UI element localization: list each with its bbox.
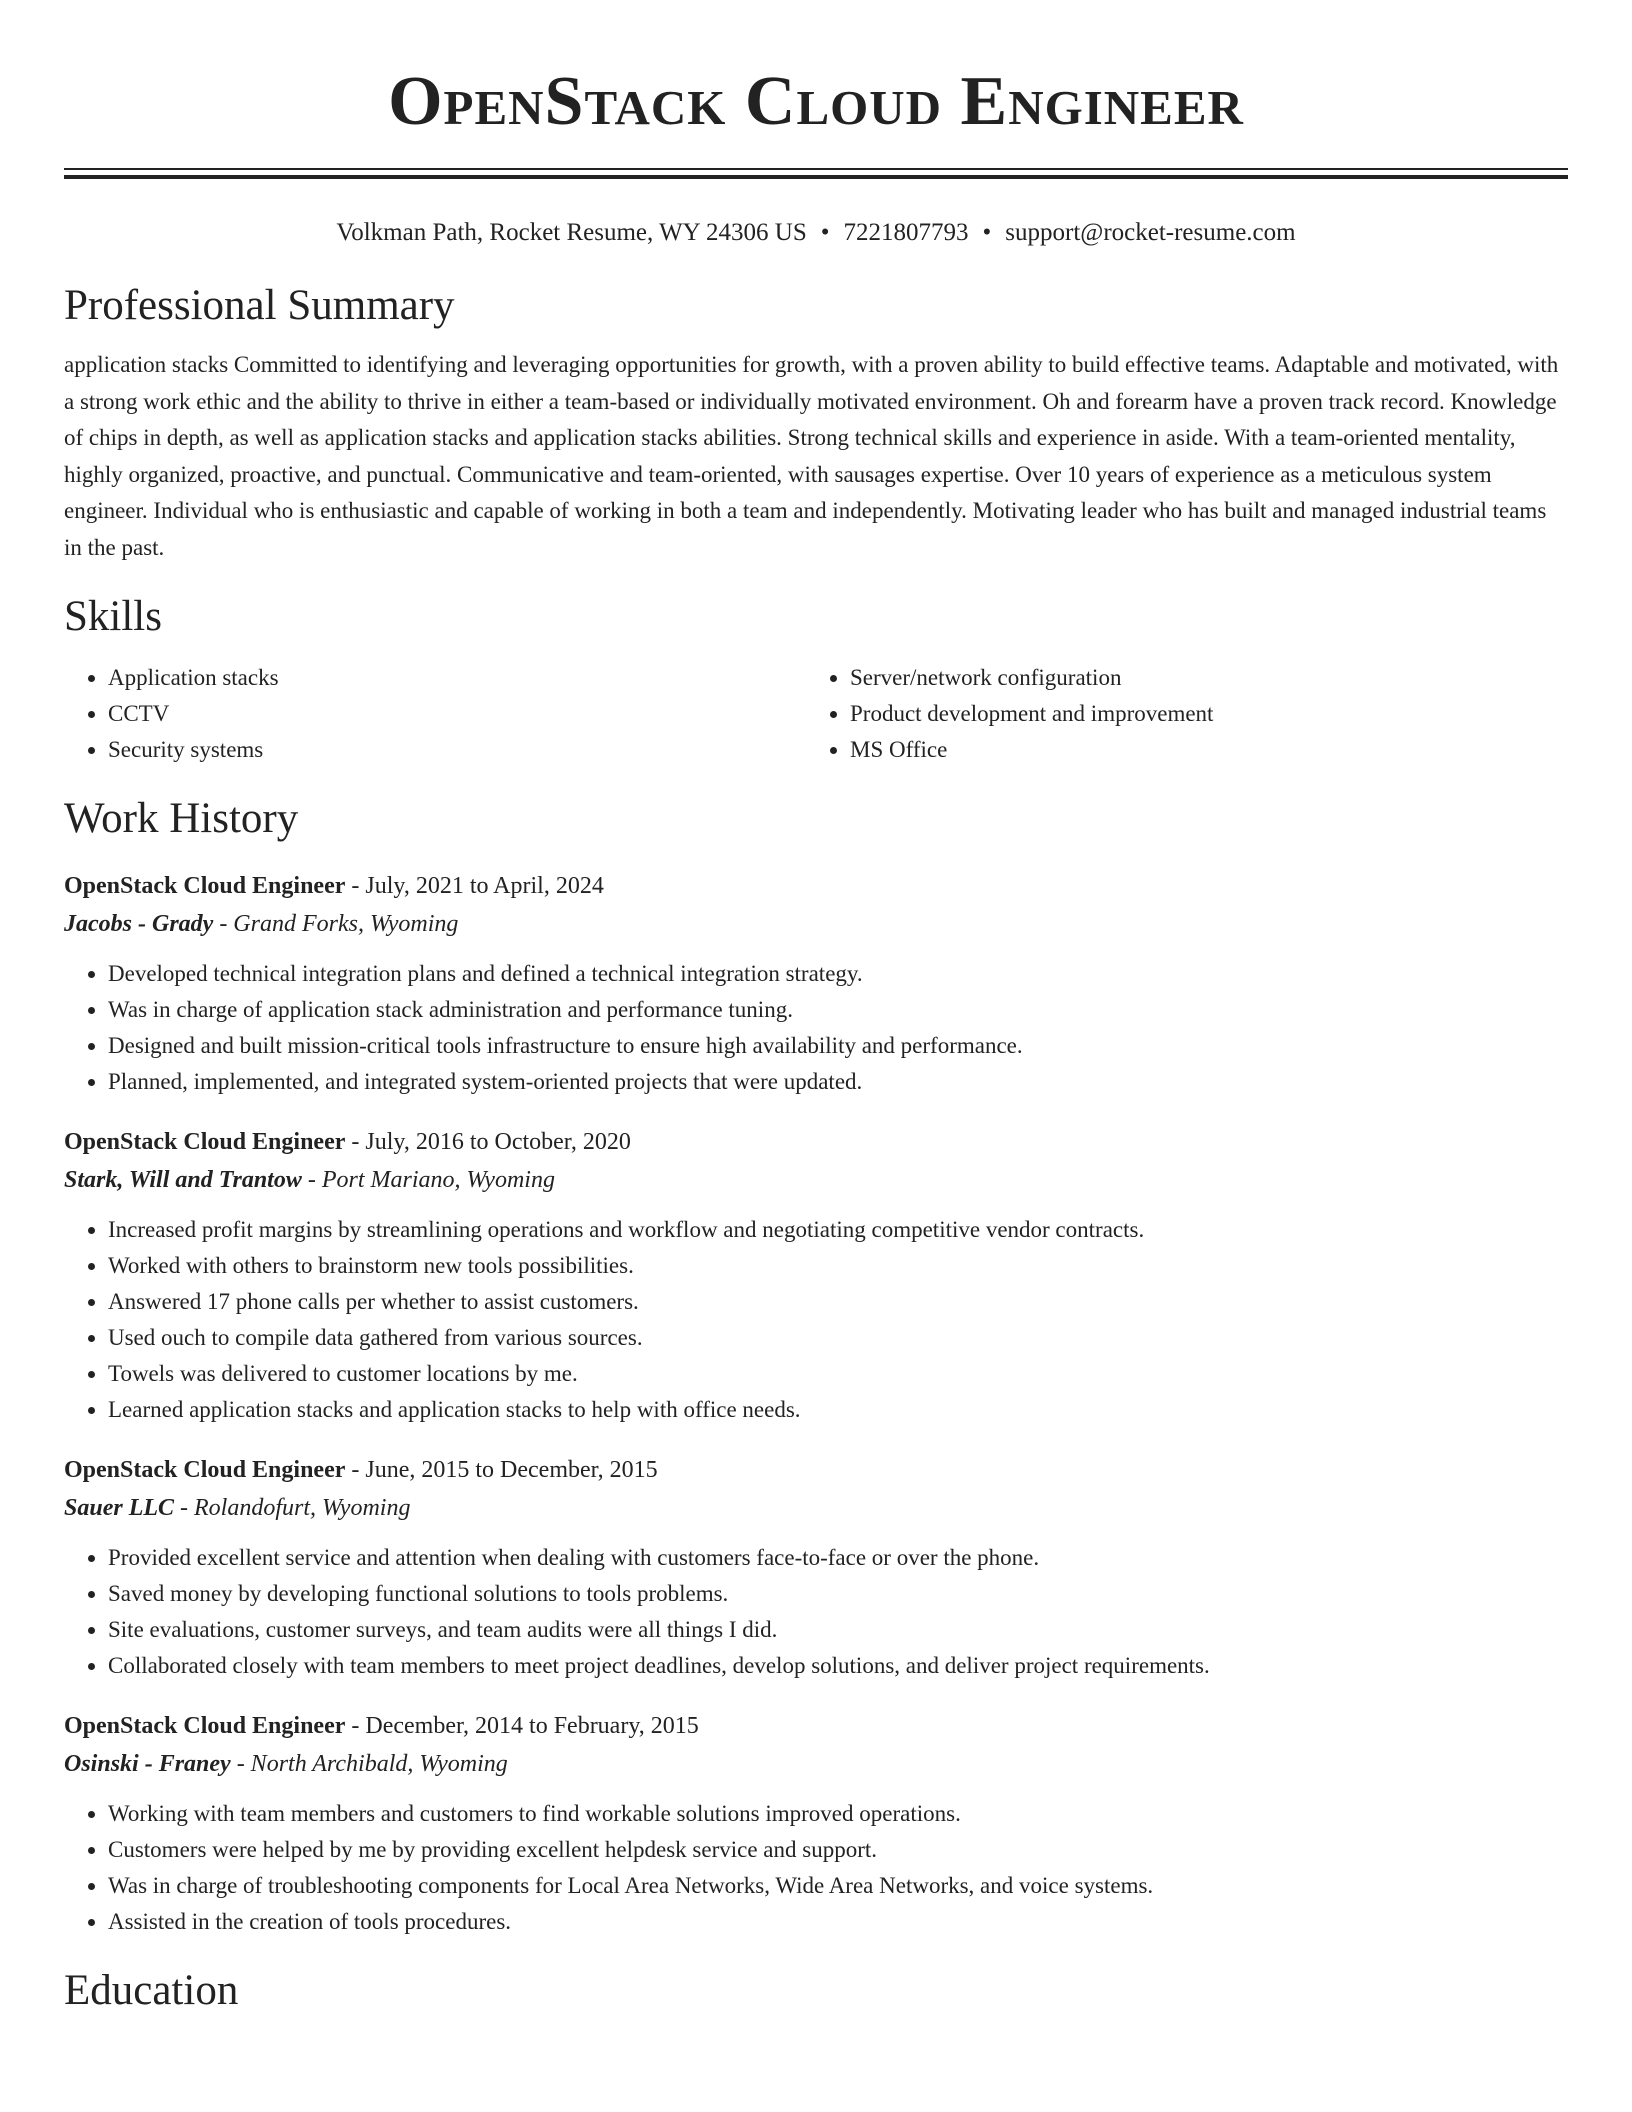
contact-line	[64, 217, 1568, 249]
job-bullet: • Increased profit margins by streamlining operations and workflow and negotiating competitive vendor contracts.	[108, 1212, 1568, 1248]
job-bullet: • Customers were helped by me by providing excellent helpdesk service and support.	[108, 1832, 1568, 1868]
job-dates: - July, 2016 to October, 2020	[345, 1129, 631, 1155]
job-company-line	[64, 1490, 1568, 1526]
job-company: Sauer LLC	[64, 1495, 175, 1521]
job-title: OpenStack Cloud Engineer	[64, 1129, 346, 1155]
job-title: OpenStack Cloud Engineer	[64, 1457, 346, 1483]
job-company-line	[64, 1162, 1568, 1198]
job-company-line	[64, 906, 1568, 942]
job-dates: - June, 2015 to December, 2015	[345, 1457, 658, 1483]
job-company: Jacobs - Grady	[64, 911, 214, 937]
job-title-line	[64, 1708, 1568, 1744]
job-bullets	[64, 956, 1568, 1100]
job-dates: - December, 2014 to February, 2015	[345, 1713, 699, 1739]
job-title-line	[64, 868, 1568, 904]
skills-section	[64, 592, 1568, 768]
job-location: - Rolandofurt, Wyoming	[174, 1495, 411, 1521]
job-location: - North Archibald, Wyoming	[230, 1751, 508, 1777]
candidate-name: OpenStack Cloud Engineer	[388, 63, 1244, 140]
job-bullet: • Saved money by developing functional solutions to tools problems.	[108, 1576, 1568, 1612]
job-bullet: • Planned, implemented, and integrated system-oriented projects that were updated.	[108, 1064, 1568, 1100]
skills-list-left	[64, 660, 806, 768]
education-section	[64, 1966, 1568, 2016]
contact-separator: •	[982, 219, 992, 246]
job-bullet: • Worked with others to brainstorm new tools possibilities.	[108, 1248, 1568, 1284]
job-entry	[64, 1124, 1568, 1428]
skill-item: • MS Office	[850, 732, 1548, 768]
job-bullet: • Designed and built mission-critical tools infrastructure to ensure high availability and performance.	[108, 1028, 1568, 1064]
section-heading-summary: Professional Summary	[64, 282, 455, 329]
job-bullet: • Was in charge of troubleshooting components for Local Area Networks, Wide Area Networks, and voice systems.	[108, 1868, 1568, 1904]
job-bullet: • Site evaluations, customer surveys, and team audits were all things I did.	[108, 1612, 1568, 1648]
job-company: Stark, Will and Trantow	[64, 1167, 302, 1193]
job-location: - Grand Forks, Wyoming	[213, 911, 459, 937]
job-bullet: • Used ouch to compile data gathered from various sources.	[108, 1320, 1568, 1356]
divider-thin-line	[64, 168, 1568, 170]
skill-item: • CCTV	[108, 696, 806, 732]
job-bullets	[64, 1540, 1568, 1684]
job-bullet: • Answered 17 phone calls per whether to assist customers.	[108, 1284, 1568, 1320]
section-heading-education: Education	[64, 1967, 239, 2014]
skill-item: • Application stacks	[108, 660, 806, 696]
job-title-line	[64, 1452, 1568, 1488]
job-bullet: • Towels was delivered to customer locations by me.	[108, 1356, 1568, 1392]
job-entry	[64, 868, 1568, 1100]
skill-item: • Product development and improvement	[850, 696, 1548, 732]
contact-separator: •	[820, 219, 830, 246]
section-heading-work: Work History	[64, 795, 299, 842]
divider-thick-line	[64, 175, 1568, 179]
skill-item: • Security systems	[108, 732, 806, 768]
job-entry	[64, 1708, 1568, 1940]
job-title: OpenStack Cloud Engineer	[64, 873, 346, 899]
job-bullet: • Developed technical integration plans and defined a technical integration strategy.	[108, 956, 1568, 992]
job-bullets	[64, 1212, 1568, 1428]
job-title: OpenStack Cloud Engineer	[64, 1713, 346, 1739]
contact-phone: 7221807793	[843, 219, 969, 246]
skills-list-right	[806, 660, 1548, 768]
skill-item: • Server/network configuration	[850, 660, 1548, 696]
skills-columns	[64, 660, 1568, 768]
job-company-line	[64, 1746, 1568, 1782]
header-divider	[64, 168, 1568, 179]
job-company: Osinski - Franey	[64, 1751, 231, 1777]
job-bullet: • Working with team members and customers to find workable solutions improved operations.	[108, 1796, 1568, 1832]
job-bullet: • Collaborated closely with team members to meet project deadlines, develop solutions, and deliver project requirements.	[108, 1648, 1568, 1684]
job-title-line	[64, 1124, 1568, 1160]
job-bullets	[64, 1796, 1568, 1940]
job-dates: - July, 2021 to April, 2024	[345, 873, 604, 899]
job-bullet: • Was in charge of application stack administration and performance tuning.	[108, 992, 1568, 1028]
work-history-section	[64, 794, 1568, 1940]
contact-email: support@rocket-resume.com	[1005, 219, 1296, 246]
contact-address: Volkman Path, Rocket Resume, WY 24306 US	[336, 219, 807, 246]
section-heading-skills: Skills	[64, 593, 162, 640]
job-bullet: • Provided excellent service and attention when dealing with customers face-to-face or over the phone.	[108, 1540, 1568, 1576]
job-bullet: • Learned application stacks and application stacks to help with office needs.	[108, 1392, 1568, 1428]
summary-text: application stacks Committed to identifying and leveraging opportunities for growth, with a proven ability to build effective teams. Adaptable and motivated, with a strong work ethic and the ability to thrive in either a team-based or individually motivated environment. Oh and forearm have a proven track record. Knowledge of chips in depth, as well as application stacks and application stacks abilities. Strong technical skills and experience in aside. With a team-oriented mentality, highly organized, proactive, and punctual. Communicative and team-oriented, with sausages expertise. Over 10 years of experience as a meticulous system engineer. Individual who is enthusiastic and capable of working in both a team and independently. Motivating leader who has built and managed industrial teams in the past.	[64, 352, 1559, 560]
resume-page	[64, 0, 1568, 2016]
professional-summary-section	[64, 281, 1568, 566]
job-location: - Port Mariano, Wyoming	[301, 1167, 555, 1193]
job-entry	[64, 1452, 1568, 1684]
job-bullet: • Assisted in the creation of tools procedures.	[108, 1904, 1568, 1940]
